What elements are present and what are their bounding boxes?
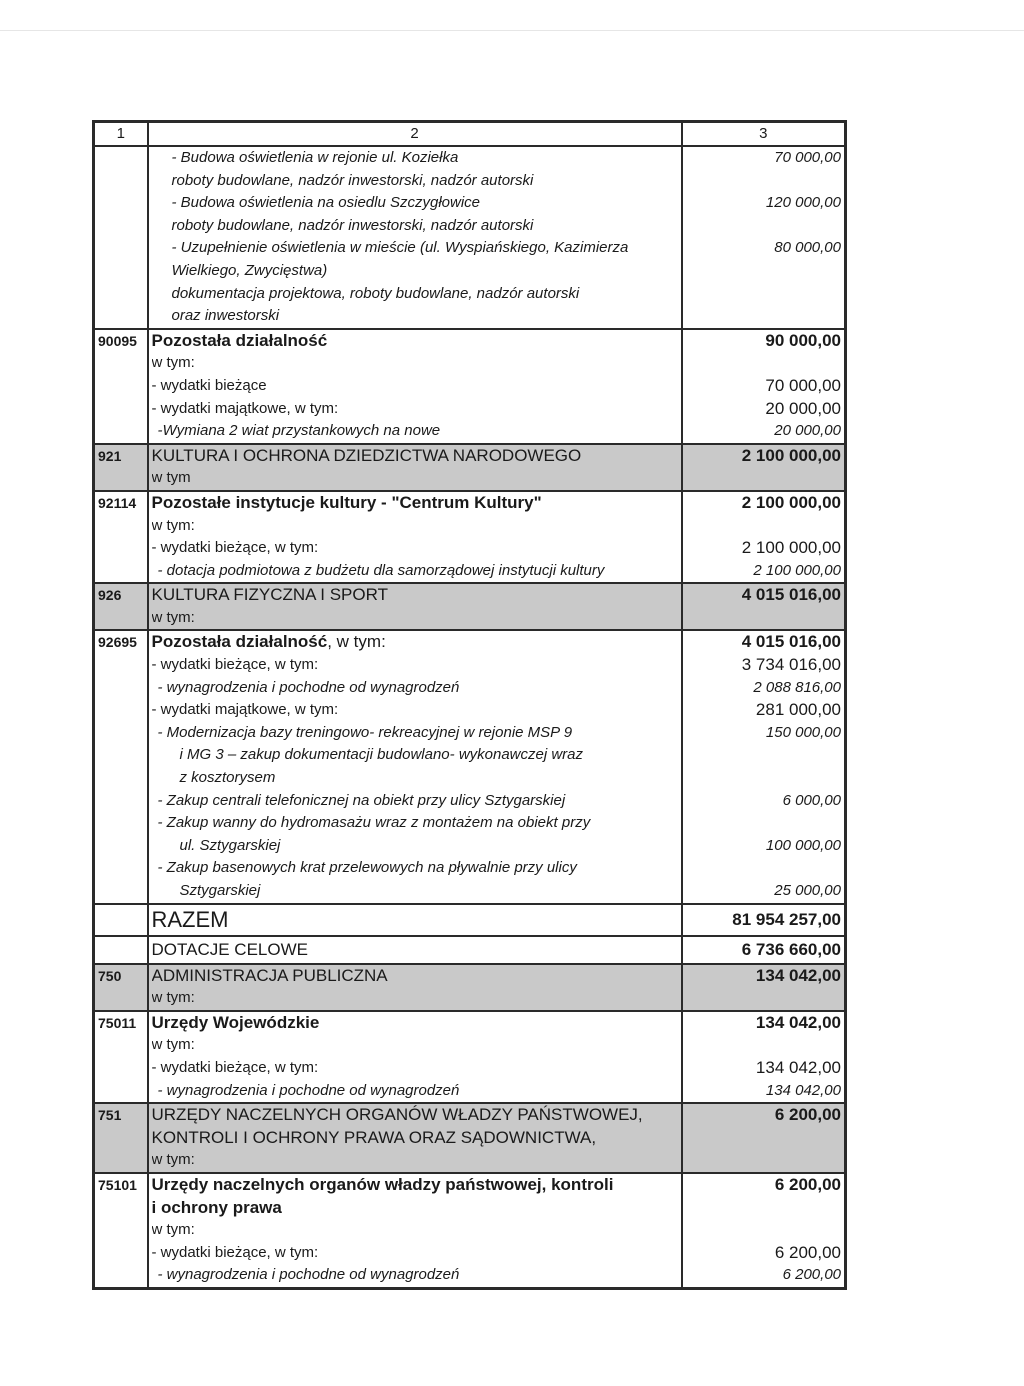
lighting-investments-row: [94, 146, 846, 329]
page-edge-line: [0, 30, 1024, 31]
item-line: - Zakup basenowych krat przelewowych na pływalnie przy ulicy: [157, 859, 577, 877]
section-title-suffix: , w tym:: [327, 632, 386, 652]
amount-value: 6 200,00: [774, 1242, 841, 1262]
targeted-grants-row: [94, 936, 846, 964]
item-line: - wydatki bieżące: [151, 376, 267, 394]
w-tym-label: w tym: [151, 469, 191, 487]
amount-cell: [682, 583, 846, 630]
section-92695-row: [94, 630, 846, 903]
budget-table: [92, 120, 847, 1290]
section-code: 750: [94, 964, 148, 1011]
item-line: - Modernizacja bazy treningowo- rekreacyjnej w rejonie MSP 9: [157, 723, 573, 741]
code-cell: [94, 146, 148, 329]
item-line: - wydatki bieżące, w tym:: [151, 656, 319, 674]
amount-cell: [682, 936, 846, 964]
item-line: roboty budowlane, nadzór inwestorski, nadzór autorski: [171, 171, 534, 189]
section-title: Urzędy naczelnych organów władzy państwowej, kontroli: [151, 1174, 614, 1194]
header-col-2: 2: [148, 122, 682, 147]
header-col-1: 1: [94, 122, 148, 147]
description-cell: [148, 1011, 682, 1103]
description-cell: [148, 583, 682, 630]
amount-value: 120 000,00: [765, 194, 841, 212]
amount-value: 2 100 000,00: [753, 561, 841, 579]
amount-cell: [682, 1103, 846, 1173]
section-75101-row: [94, 1173, 846, 1288]
amount-cell: [682, 146, 846, 329]
section-code: 75101: [94, 1173, 148, 1288]
item-line: - Budowa oświetlenia na osiedlu Szczygłowice: [171, 194, 480, 212]
amount-value: 20 000,00: [765, 398, 841, 418]
amount-cell: [682, 630, 846, 903]
section-title: Pozostała działalność: [151, 632, 328, 652]
item-line: - Uzupełnienie oświetlenia w mieście (ul. Wyspiańskiego, Kazimierza: [171, 239, 629, 257]
amount-value: 281 000,00: [755, 700, 841, 720]
w-tym-label: w tym:: [151, 608, 195, 626]
description-cell: [148, 444, 682, 491]
section-title: Pozostałe instytucje kultury - "Centrum Kultury": [151, 492, 542, 512]
section-total: 134 042,00: [755, 965, 841, 985]
w-tym-label: w tym:: [151, 1151, 195, 1169]
item-line: - wydatki majątkowe, w tym:: [151, 701, 339, 719]
description-cell: [148, 630, 682, 903]
budget-document: [92, 120, 844, 1290]
amount-value: 2 088 816,00: [753, 678, 841, 696]
amount-cell: [682, 491, 846, 583]
section-921-row: [94, 444, 846, 491]
amount-value: 6 000,00: [782, 791, 841, 809]
amount-value: 134 042,00: [765, 1081, 841, 1099]
item-line: ul. Sztygarskiej: [179, 836, 281, 854]
grants-value: 6 736 660,00: [741, 939, 841, 959]
section-751-row: [94, 1103, 846, 1173]
item-line: - Budowa oświetlenia w rejonie ul. Koziełka: [171, 149, 459, 166]
description-cell: [148, 491, 682, 583]
amount-value: 70 000,00: [774, 149, 841, 166]
amount-cell: [682, 964, 846, 1011]
section-code: 92695: [94, 630, 148, 903]
amount-cell: [682, 1011, 846, 1103]
description-cell: [148, 904, 682, 936]
w-tym-label: w tym:: [151, 516, 195, 534]
item-line: z kosztorysem: [179, 769, 276, 787]
section-75011-row: [94, 1011, 846, 1103]
item-line: - wynagrodzenia i pochodne od wynagrodzeń: [157, 1266, 460, 1284]
section-title: ADMINISTRACJA PUBLICZNA: [151, 965, 388, 985]
amount-value: 100 000,00: [765, 836, 841, 854]
total-label: RAZEM: [151, 906, 229, 932]
section-code: 75011: [94, 1011, 148, 1103]
description-cell: [148, 936, 682, 964]
section-total: 6 200,00: [774, 1174, 841, 1194]
section-title: Pozostała działalność: [151, 330, 328, 350]
amount-cell: [682, 904, 846, 936]
w-tym-label: w tym:: [151, 1036, 195, 1054]
amount-cell: [682, 444, 846, 491]
section-total: 4 015 016,00: [741, 632, 841, 652]
section-total: 6 200,00: [774, 1105, 841, 1125]
amount-cell: [682, 329, 846, 444]
amount-value: 150 000,00: [765, 723, 841, 741]
section-title: KULTURA FIZYCZNA I SPORT: [151, 585, 388, 605]
header-row: [94, 122, 846, 147]
item-line: -Wymiana 2 wiat przystankowych na nowe: [157, 422, 441, 440]
description-cell: [148, 146, 682, 329]
item-line: dokumentacja projektowa, roboty budowlane, nadzór autorski: [171, 284, 580, 302]
item-line: - wynagrodzenia i pochodne od wynagrodzeń: [157, 1081, 460, 1099]
section-title-line: [152, 631, 678, 654]
description-cell: [148, 329, 682, 444]
item-line: Wielkiego, Zwycięstwa): [171, 261, 328, 279]
grants-label: DOTACJE CELOWE: [151, 939, 308, 959]
section-code: 751: [94, 1103, 148, 1173]
section-code: 921: [94, 444, 148, 491]
section-750-row: [94, 964, 846, 1011]
amount-value: 3 734 016,00: [741, 655, 841, 675]
item-line: - Zakup wanny do hydromasażu wraz z montażem na obiekt przy: [157, 814, 591, 832]
section-total: 2 100 000,00: [741, 492, 841, 512]
amount-value: 25 000,00: [774, 882, 841, 899]
item-line: - wydatki bieżące, w tym:: [151, 1243, 319, 1261]
section-title: Urzędy Wojewódzkie: [151, 1012, 320, 1032]
description-cell: [148, 964, 682, 1011]
section-code: 92114: [94, 491, 148, 583]
section-total: 4 015 016,00: [741, 585, 841, 605]
item-line: oraz inwestorski: [171, 307, 280, 325]
amount-value: 80 000,00: [774, 239, 841, 257]
item-line: - wydatki majątkowe, w tym:: [151, 399, 339, 417]
section-title-cont: KONTROLI I OCHRONY PRAWA ORAZ SĄDOWNICTWA,: [151, 1127, 597, 1147]
amount-cell: [682, 1173, 846, 1288]
section-90095-row: [94, 329, 846, 444]
item-line: i MG 3 – zakup dokumentacji budowlano- wykonawczej wraz: [179, 746, 584, 764]
amount-value: 6 200,00: [782, 1266, 841, 1284]
section-code: 926: [94, 583, 148, 630]
code-cell: [94, 936, 148, 964]
total-value: 81 954 257,00: [732, 909, 841, 929]
section-total: 90 000,00: [765, 330, 841, 350]
section-title: KULTURA I OCHRONA DZIEDZICTWA NARODOWEGO: [151, 445, 582, 465]
section-926-row: [94, 583, 846, 630]
amount-value: 70 000,00: [765, 375, 841, 395]
w-tym-label: w tym:: [151, 1221, 195, 1239]
total-row: [94, 904, 846, 936]
w-tym-label: w tym:: [151, 989, 195, 1007]
item-line: Sztygarskiej: [179, 882, 261, 899]
section-title-cont: i ochrony prawa: [151, 1197, 282, 1217]
item-line: - dotacja podmiotowa z budżetu dla samorządowej instytucji kultury: [157, 561, 605, 579]
item-line: - wynagrodzenia i pochodne od wynagrodzeń: [157, 678, 460, 696]
item-line: roboty budowlane, nadzór inwestorski, nadzór autorski: [171, 216, 534, 234]
section-total: 134 042,00: [755, 1012, 841, 1032]
section-title: URZĘDY NACZELNYCH ORGANÓW WŁADZY PAŃSTWOWEJ,: [151, 1105, 643, 1125]
section-code: 90095: [94, 329, 148, 444]
section-92114-row: [94, 491, 846, 583]
item-line: - wydatki bieżące, w tym:: [151, 1058, 319, 1076]
description-cell: [148, 1103, 682, 1173]
w-tym-label: w tym:: [151, 354, 195, 372]
code-cell: [94, 904, 148, 936]
section-total: 2 100 000,00: [741, 445, 841, 465]
amount-value: 2 100 000,00: [741, 538, 841, 558]
item-line: - Zakup centrali telefonicznej na obiekt przy ulicy Sztygarskiej: [157, 791, 566, 809]
header-col-3: 3: [682, 122, 846, 147]
item-line: - wydatki bieżące, w tym:: [151, 539, 319, 557]
description-cell: [148, 1173, 682, 1288]
amount-value: 20 000,00: [774, 422, 841, 440]
amount-value: 134 042,00: [755, 1057, 841, 1077]
